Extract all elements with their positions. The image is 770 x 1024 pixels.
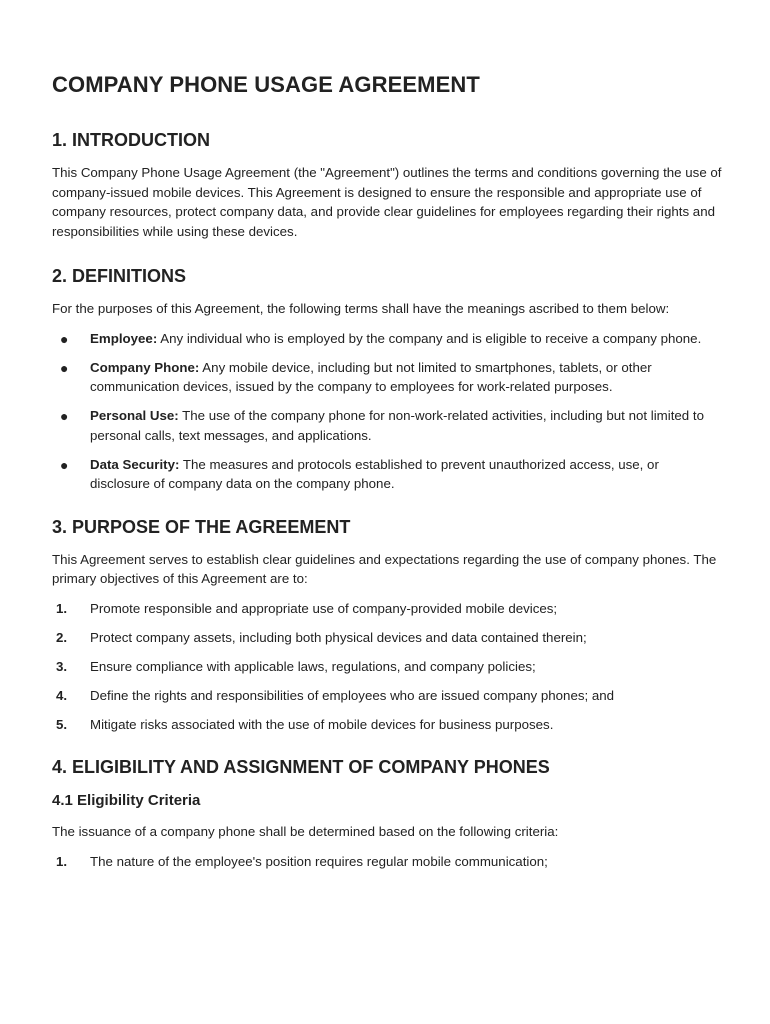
list-item	[52, 657, 722, 677]
eligibility-lead-paragraph: The issuance of a company phone shall be determined based on the following criteria:	[52, 824, 559, 839]
list-number: 1.	[56, 600, 68, 616]
list-item-text: Protect company assets, including both physical devices and data contained therein;	[90, 629, 587, 645]
list-number: 2.	[56, 629, 68, 645]
definition-text: Any mobile device, including but not limited to smartphones, tablets, or other communication devices, issued by the company to employees for work-related purposes.	[90, 359, 652, 394]
bullet-icon: ●	[60, 456, 69, 473]
purpose-lead-paragraph: This Agreement serves to establish clear guidelines and expectations regarding the use of company phones. The primary objectives of this Agreement are to:	[52, 551, 717, 586]
list-item	[52, 358, 722, 397]
section-heading-definitions: 2. DEFINITIONS	[52, 266, 187, 286]
list-item	[52, 715, 722, 735]
list-number: 3.	[56, 658, 68, 674]
introduction-paragraph: This Company Phone Usage Agreement (the "Agreement") outlines the terms and conditions governing the use of company-issued mobile devices. This Agreement is designed to ensure the responsible and appropriate use of company resources, protect company data, and provide clear guidelines for employees regarding their rights and responsibilities while using these devices.	[52, 165, 722, 239]
section-heading-introduction: 1. INTRODUCTION	[52, 130, 211, 150]
list-item-text: Define the rights and responsibilities of employees who are issued company phones; and	[90, 687, 615, 703]
list-item	[52, 329, 722, 349]
definitions-lead-paragraph: For the purposes of this Agreement, the following terms shall have the meanings ascribed to them below:	[52, 301, 670, 316]
definition-text: The measures and protocols established to prevent unauthorized access, use, or disclosure of company data on the company phone.	[90, 456, 659, 491]
definition-term: Employee:	[90, 330, 158, 346]
list-item-text: Ensure compliance with applicable laws, regulations, and company policies;	[90, 658, 536, 674]
definitions-list	[52, 329, 722, 494]
list-item	[52, 852, 722, 872]
list-item	[52, 599, 722, 619]
bullet-icon: ●	[60, 408, 69, 424]
list-number: 5.	[56, 716, 68, 732]
definition-term: Company Phone:	[90, 359, 200, 375]
list-item	[52, 686, 722, 706]
list-item	[52, 628, 722, 648]
list-number: 4.	[56, 687, 68, 703]
section-heading-purpose: 3. PURPOSE OF THE AGREEMENT	[52, 516, 351, 537]
purpose-objectives-list	[52, 599, 722, 735]
definition-term: Data Security:	[90, 456, 180, 472]
list-number: 1.	[56, 853, 68, 869]
definition-term: Personal Use:	[90, 408, 179, 423]
bullet-icon: ●	[60, 330, 69, 347]
document-title: COMPANY PHONE USAGE AGREEMENT	[52, 72, 480, 97]
section-heading-eligibility: 4. ELIGIBILITY AND ASSIGNMENT OF COMPANY PHONES	[52, 757, 550, 777]
eligibility-criteria-list	[52, 852, 722, 872]
list-item-text: Mitigate risks associated with the use of mobile devices for business purposes.	[90, 716, 554, 732]
list-item	[52, 406, 722, 445]
list-item-text: The nature of the employee's position requires regular mobile communication;	[90, 853, 548, 869]
definition-text: The use of the company phone for non-work-related activities, including but not limited to personal calls, text messages, and applications.	[90, 408, 704, 443]
subsection-heading-eligibility-criteria: 4.1 Eligibility Criteria	[52, 792, 201, 809]
list-item	[52, 455, 722, 494]
definition-text: Any individual who is employed by the company and is eligible to receive a company phone.	[157, 330, 702, 346]
list-item-text: Promote responsible and appropriate use of company-provided mobile devices;	[90, 600, 558, 616]
bullet-icon: ●	[60, 359, 69, 376]
